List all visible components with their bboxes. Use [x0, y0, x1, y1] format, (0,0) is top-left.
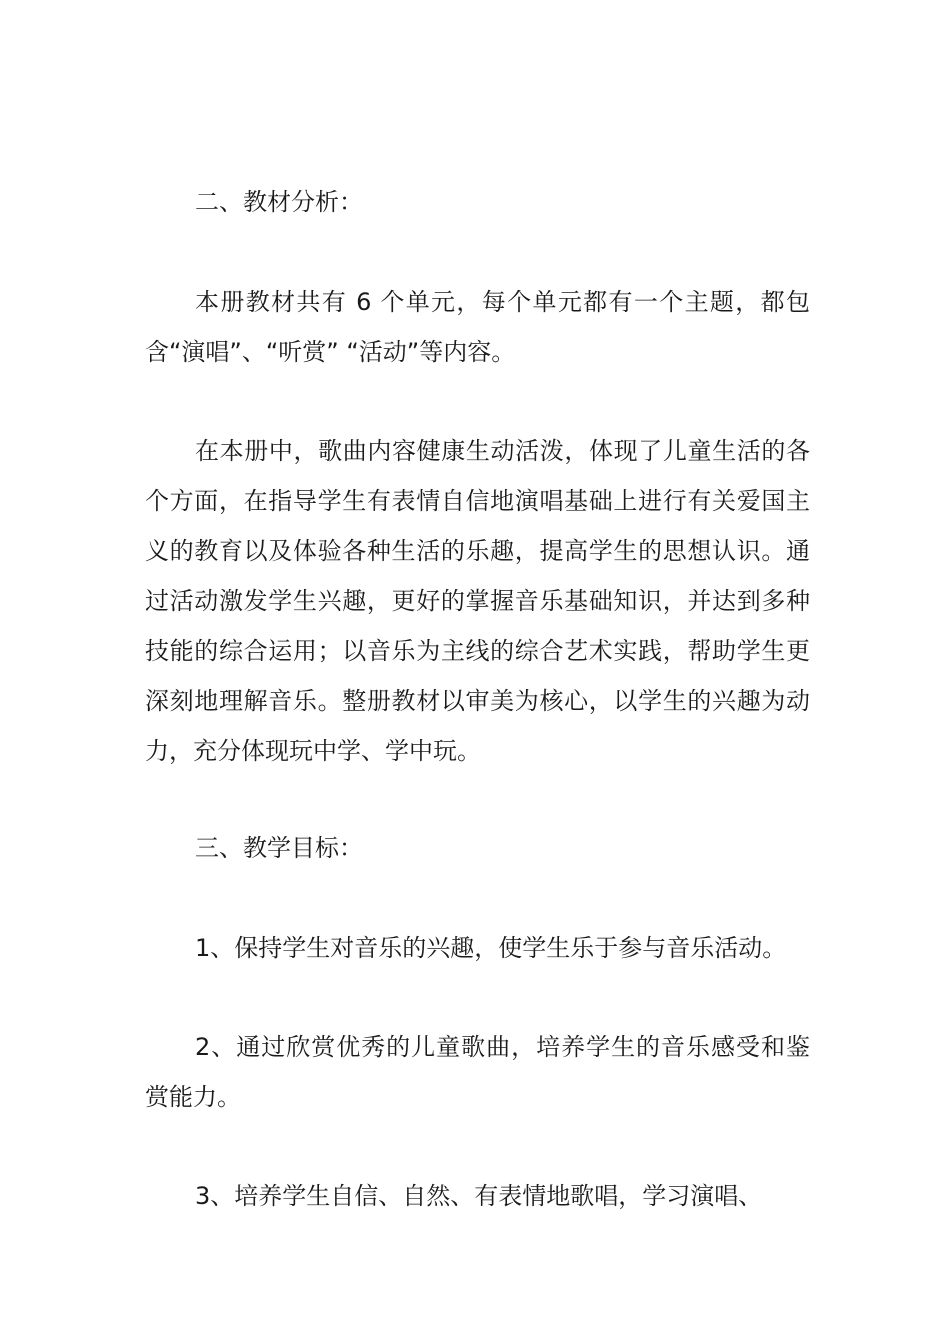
paragraph-content-description: 在本册中，歌曲内容健康生动活泼，体现了儿童生活的各个方面，在指导学生有表情自信地演唱基础上进行有关爱国主义的教育以及体验各种生活的乐趣，提高学生的思想认识。通过活动激发学生兴趣，更好的掌握音乐基础知识，并达到多种技能的综合运用；以音乐为主线的综合艺术实践，帮助学生更深刻地理解音乐。整册教材以审美为核心，以学生的兴趣为动力，充分体现玩中学、学中玩。 [145, 437, 810, 765]
section-heading-teaching-goals: 三、教学目标： [195, 834, 363, 862]
paragraph-units-overview: 本册教材共有 6 个单元，每个单元都有一个主题，都包含“演唱”、“听赏” “活动”等内容。 [145, 288, 810, 366]
goal-item-1: 1、保持学生对音乐的兴趣，使学生乐于参与音乐活动。 [195, 934, 787, 962]
goal-item-3: 3、培养学生自信、自然、有表情地歌唱，学习演唱、 [195, 1182, 763, 1210]
goal-item-2: 2、通过欣赏优秀的儿童歌曲，培养学生的音乐感受和鉴赏能力。 [145, 1033, 810, 1111]
section-heading-materials-analysis: 二、教材分析： [195, 188, 363, 216]
